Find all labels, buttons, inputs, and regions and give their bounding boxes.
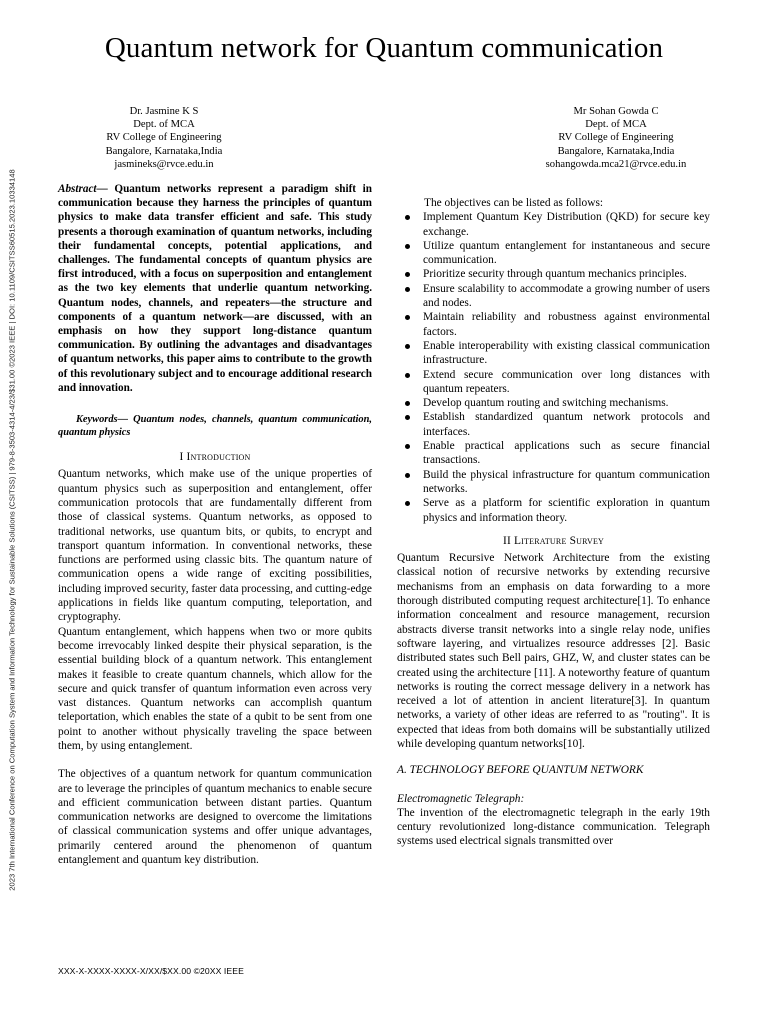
abstract-text: Quantum networks represent a paradigm shift in communication because they harness the principles of quantum physics to make data transfer efficient and safe. This study presents a thorough examination of quantum networks, including their fundamental concepts, potential applications, and challenges. The fundamental concepts of quantum physics are first introduced, with a focus on superposition and entanglement as the two key elements that underlie quantum networking. Quantum nodes, channels, and repeaters—the structure and components of a quantum network—are discussed, with an emphasis on how they support long-distance quantum communication. By outlining the advantages and disadvantages of quantum networks, this paper aims to contribute to the growth of this revolutionary subject and to encourage additional research and innovation. [58, 183, 372, 394]
author-dept: Dept. of MCA [585, 119, 647, 131]
doi-sidebar-text: 2023 7th International Conference on Computation System and Information Technology for Sustainable Solutions (CSITSS) | 979-8-3503-4314-4/23/$31.00 ©2023 IEEE | DOI: 10.1109/CSITSS60515.2023.10334148 [7, 169, 17, 891]
right-column [397, 196, 710, 849]
subsection-heading: A. TECHNOLOGY BEFORE QUANTUM NETWORK [397, 764, 644, 777]
list-item: Develop quantum routing and switching mechanisms. [397, 396, 710, 410]
list-item: Utilize quantum entanglement for instantaneous and secure communication. [397, 239, 710, 268]
section-number: I [179, 451, 184, 464]
list-item: Enable practical applications such as secure financial transactions. [397, 439, 710, 468]
left-column [58, 182, 372, 867]
abstract-label: Abstract [58, 183, 97, 195]
list-item: Extend secure communication over long distances with quantum repeaters. [397, 368, 710, 397]
list-item: Implement Quantum Key Distribution (QKD) for secure key exchange. [397, 210, 710, 239]
section-title: Introduction [186, 451, 251, 464]
list-item: Enable interoperability with existing classical communication infrastructure. [397, 339, 710, 368]
section-number: II [502, 534, 511, 547]
list-item: Establish standardized quantum network protocols and interfaces. [397, 410, 710, 439]
copyright-footer: XXX-X-XXXX-XXXX-X/XX/$XX.00 ©20XX IEEE [58, 966, 244, 976]
list-item: Ensure scalability to accommodate a growing number of users and nodes. [397, 282, 710, 311]
author-city: Bangalore, Karnataka,India [557, 145, 675, 157]
list-item: Prioritize security through quantum mechanics principles. [397, 267, 710, 281]
keywords: Keywords— Quantum nodes, channels, quantum communication, quantum physics [58, 414, 372, 439]
literature-paragraph: Quantum Recursive Network Architecture from the existing classical notion of recursive networks by extending recursive mechanisms from an emphasis on data forwarding to a more thorough distributed computing request architecture[1]. To enhance information concealment and resource management, recursion abstracts diverse transit networks into a single relay node, unifies software layering, and virtualizes resource addresses [2]. Basic distributed states such Bell pairs, GHZ, W, and cluster states can be created using the architecture [11]. A noteworthy feature of quantum networks is routing the correct message delivery in a network has received a lot of attention in ancient literature[3]. In quantum networks, a variety of other ideas are referred to as "routing". It is expected that ideas from both domains will be substantially utilized while developing quantum networks[10]. [397, 552, 710, 750]
electromagnetic-paragraph: The invention of the electromagnetic telegraph in the early 19th century revolutionized long-distance communication. Telegraph systems used electrical signals transmitted over [397, 806, 710, 848]
author-email: sohangowda.mca21@rvce.edu.in [545, 158, 687, 170]
author-dept: Dept. of MCA [133, 119, 195, 131]
section-title: Literature Survey [514, 534, 605, 547]
author-name: Dr. Jasmine K S [129, 106, 199, 117]
author-block-2 [516, 105, 716, 171]
intro-paragraph: The objectives of a quantum network for quantum communication are to leverage the principles of quantum mechanics to enable secure and efficient communication between distant parties. Quantum communication networks are designed to overcome the limitations of classical communication systems and offer unique advantages, primarily centered around the phenomenon of quantum entanglement and quantum key distribution. [58, 768, 372, 867]
author-org: RV College of Engineering [558, 132, 674, 144]
list-item: Serve as a platform for scientific exploration in quantum physics and information theory. [397, 496, 710, 525]
list-item: Maintain reliability and robustness against environmental factors. [397, 310, 710, 339]
author-block-1 [58, 105, 270, 171]
author-name: Mr Sohan Gowda C [573, 106, 659, 117]
abstract-dash: — [96, 183, 108, 195]
author-org: RV College of Engineering [106, 132, 222, 144]
section-heading-introduction [58, 450, 372, 464]
author-city: Bangalore, Karnataka,India [105, 145, 223, 157]
intro-paragraph: Quantum networks, which make use of the unique properties of quantum physics such as superposition and entanglement, offer communication protocols that are fundamentally different from those of classical systems. Quantum networks, as opposed to traditional networks, use quantum bits, or qubits, to encrypt and transport quantum information. In conventional networks, these functions are performed using classic bits. The quantum nature of communication opens a wide range of exciting possibilities, including improved security, faster data processing, and cutting-edge applications in fields like quantum computing, teleportation, and cryptography. [58, 468, 372, 624]
paper-title: Quantum network for Quantum communication [104, 32, 664, 64]
intro-paragraph: Quantum entanglement, which happens when two or more qubits become irrevocably linked despite their physical separation, is the essential building block of a quantum network. This entanglement makes it feasible to create quantum channels, which allow for the secure and quick transfer of quantum information even across very vast distances. Quantum networks can accomplish quantum teleportation, which enables the state of a qubit to be sent from one point to another without physically traveling the space between them, by using entanglement. [58, 625, 372, 752]
doi-sidebar [4, 110, 20, 950]
electromagnetic-heading: Electromagnetic Telegraph: [397, 792, 525, 805]
objectives-list [397, 210, 710, 525]
section-heading-literature-survey [397, 534, 710, 548]
list-item: Build the physical infrastructure for quantum communication networks. [397, 468, 710, 497]
author-email: jasmineks@rvce.edu.in [114, 158, 214, 170]
abstract [58, 182, 372, 395]
objectives-intro: The objectives can be listed as follows: [424, 197, 604, 209]
